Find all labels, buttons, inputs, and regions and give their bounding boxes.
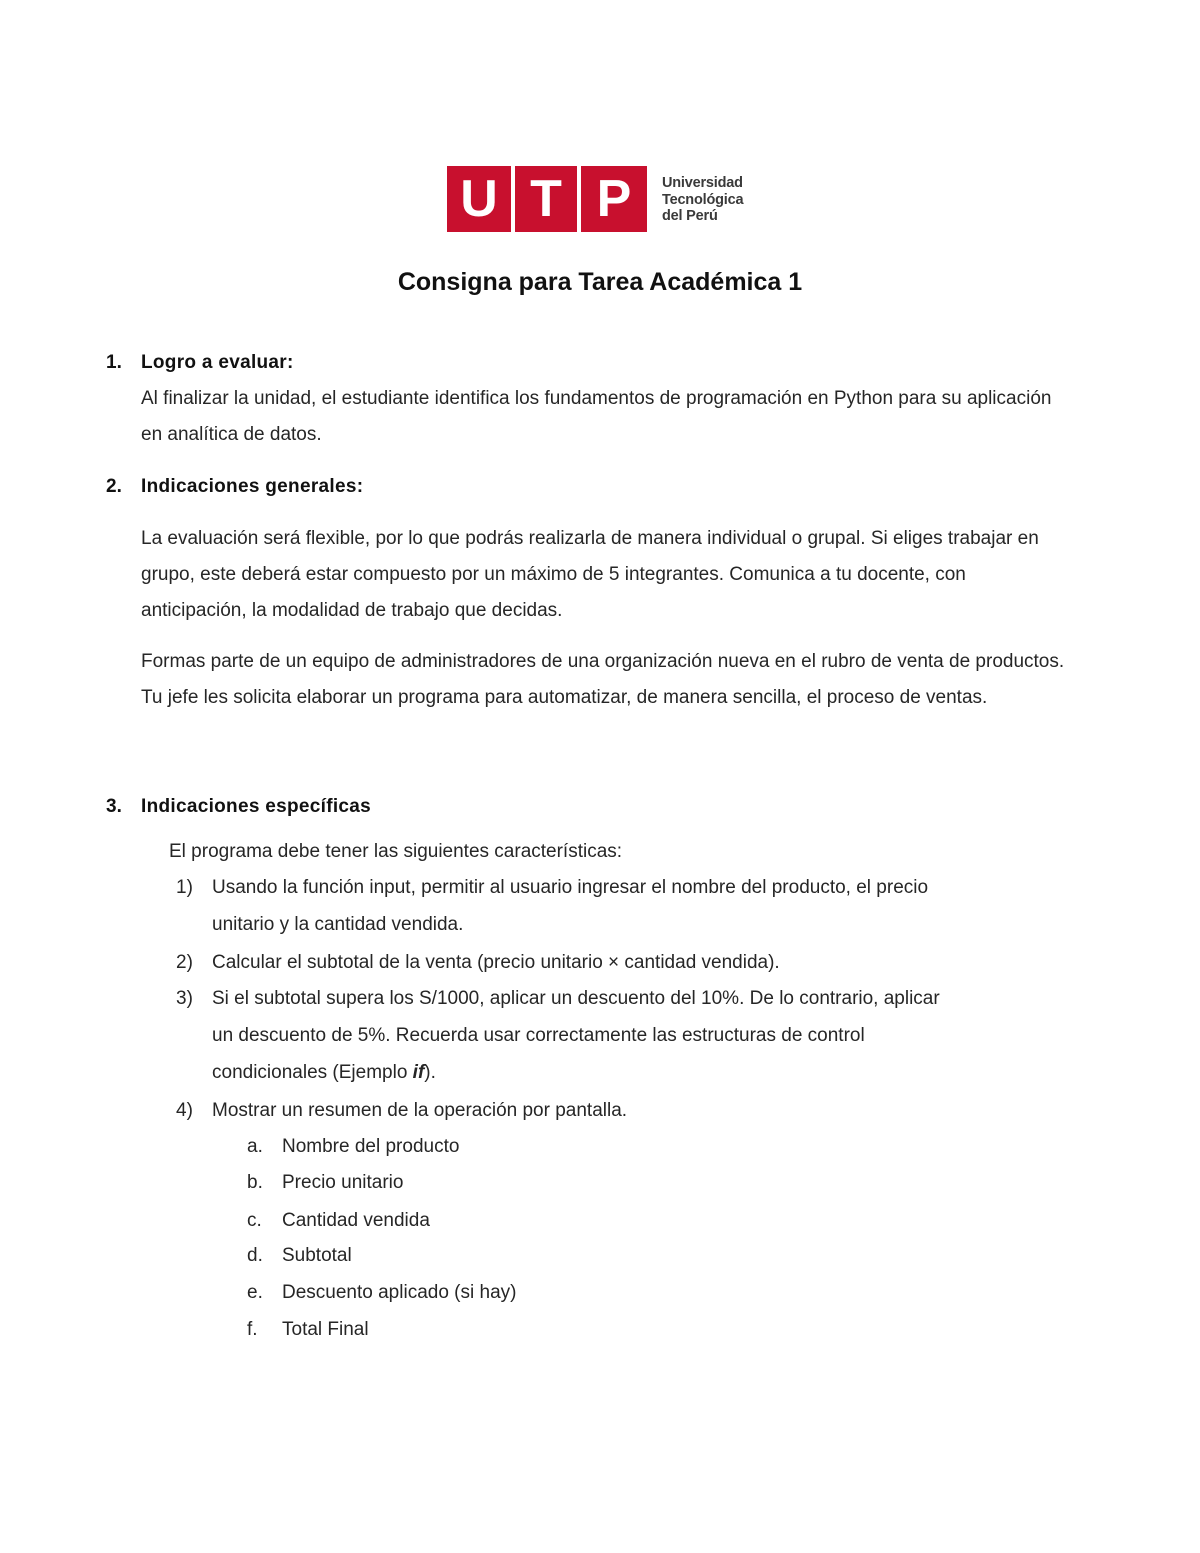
list-item-1-line-2: unitario y la cantidad vendida. bbox=[212, 914, 464, 935]
page-title: Consigna para Tarea Académica 1 bbox=[397, 268, 803, 296]
section-2-number: 2. bbox=[106, 476, 122, 497]
subitem-e-marker: e. bbox=[247, 1282, 263, 1303]
section-2-heading: Indicaciones generales: bbox=[141, 476, 364, 497]
logo-letter-u: U bbox=[460, 170, 498, 228]
logo-text-line-2: Tecnológica bbox=[662, 192, 744, 208]
subitem-a-text: Nombre del producto bbox=[282, 1136, 460, 1157]
subitem-d-text: Subtotal bbox=[282, 1245, 352, 1266]
subitem-b-marker: b. bbox=[247, 1172, 263, 1193]
list-item-3-line-1: Si el subtotal supera los S/1000, aplicar un descuento del 10%. De lo contrario, aplicar bbox=[212, 988, 940, 1009]
list-item-4-line-1: Mostrar un resumen de la operación por pantalla. bbox=[212, 1100, 628, 1121]
code-keyword-if: if bbox=[412, 1062, 425, 1083]
subitem-c-marker: c. bbox=[247, 1210, 262, 1231]
section-1-heading: Logro a evaluar: bbox=[141, 352, 294, 373]
subitem-f-marker: f. bbox=[247, 1319, 258, 1340]
subitem-c-text: Cantidad vendida bbox=[282, 1210, 430, 1231]
logo-letter-t: T bbox=[530, 170, 562, 228]
list-item-2-line-1: Calcular el subtotal de la venta (precio unitario × cantidad vendida). bbox=[212, 952, 780, 973]
section-3-intro: El programa debe tener las siguientes características: bbox=[169, 841, 623, 862]
list-item-2-marker: 2) bbox=[176, 952, 193, 973]
subitem-d-marker: d. bbox=[247, 1245, 263, 1266]
subitem-a-marker: a. bbox=[247, 1136, 263, 1157]
logo-text-line-3: del Perú bbox=[662, 208, 718, 224]
section-1-paragraph: Al finalizar la unidad, el estudiante identifica los fundamentos de programación en Python para su aplicación en analítica de datos. bbox=[141, 388, 1052, 445]
list-item-3-line-3 bbox=[212, 1062, 436, 1084]
list-item-1-line-1: Usando la función input, permitir al usuario ingresar el nombre del producto, el precio bbox=[212, 877, 929, 898]
section-3-heading: Indicaciones específicas bbox=[141, 796, 372, 817]
list-item-3-line-2: un descuento de 5%. Recuerda usar correctamente las estructuras de control bbox=[212, 1025, 865, 1046]
logo-letter-p: P bbox=[596, 170, 632, 228]
section-1-number: 1. bbox=[106, 352, 122, 373]
subitem-e-text: Descuento aplicado (si hay) bbox=[282, 1282, 517, 1303]
logo-text-line-1: Universidad bbox=[662, 175, 743, 191]
list-item-3-marker: 3) bbox=[176, 988, 193, 1009]
section-2-paragraph-2: Formas parte de un equipo de administradores de una organización nueva en el rubro de venta de productos. Tu jefe les solicita elaborar un programa para automatizar, de manera sencilla, el proceso de ventas. bbox=[141, 651, 1065, 708]
list-item-3-line-3-pre: condicionales (Ejemplo bbox=[212, 1062, 413, 1083]
subitem-b-text: Precio unitario bbox=[282, 1172, 404, 1193]
list-item-3-line-3-post: ). bbox=[424, 1062, 436, 1083]
subitem-f-text: Total Final bbox=[282, 1319, 369, 1340]
section-3-number: 3. bbox=[106, 796, 122, 817]
list-item-1-marker: 1) bbox=[176, 877, 193, 898]
list-item-4-marker: 4) bbox=[176, 1100, 193, 1121]
section-2-paragraph-1: La evaluación será flexible, por lo que podrás realizarla de manera individual o grupal. Si eliges trabajar en grupo, este deberá estar compuesto por un máximo de 5 integrantes. Comunica a tu docente, con anticipación, la modalidad de trabajo que decidas. bbox=[141, 528, 1039, 621]
